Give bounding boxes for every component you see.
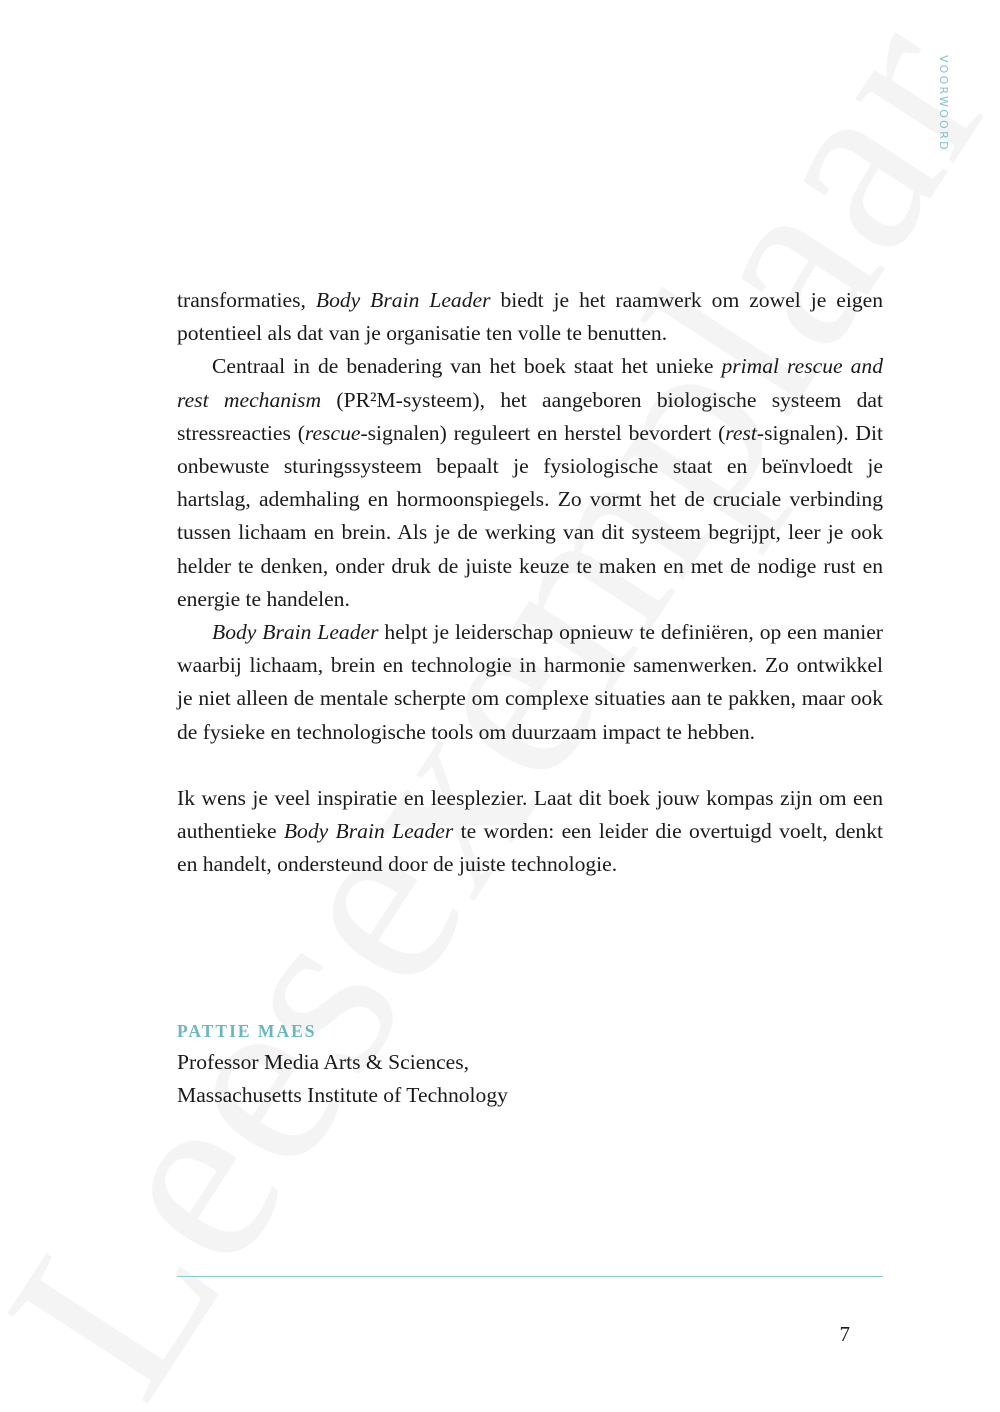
author-title: Professor Media Arts & Sciences, (177, 1050, 470, 1074)
italic-text: rest (725, 420, 757, 445)
text-run: helpt je leiderschap opnieuw te definiëren, op een manier waarbij lichaam, brein en technologie in harmonie samenwerken. Zo ontwikkel je niet alleen de mentale scherpte om complexe situaties aan te pakken, maar ook de fysieke en technologische tools om duurzaam impact te hebben. (177, 620, 883, 744)
text-run: -signalen). Dit onbewuste sturingssysteem bepaalt je fysiologische staat en beïnvloedt je hartslag, ademhaling en hormoonspiegels. Zo vormt het de cruciale verbinding tussen lichaam en brein. Als je de werking van dit systeem begrijpt, leer je ook helder te denken, onder druk de juiste keuze te maken en met de nodige rust en energie te handelen. (177, 420, 884, 611)
text-run: (PR²M-systeem), het aangeboren biologische systeem dat stressreacties ( (177, 387, 883, 445)
text-run: -signalen) reguleert en herstel bevordert ( (360, 420, 726, 445)
section-label-text: VOORWOORD (937, 55, 950, 152)
signature-block (177, 1016, 777, 1112)
author-affiliation: Massachusetts Institute of Technology (177, 1083, 508, 1107)
paragraph (177, 350, 883, 616)
text-run: te worden: een leider die overtuigd voelt, denkt en handelt, ondersteund door de juiste technologie. (177, 819, 884, 877)
text-run: transformaties, (177, 288, 316, 312)
paragraph (177, 284, 883, 350)
paragraph (177, 782, 883, 882)
section-label (930, 55, 970, 170)
body-text (177, 284, 883, 881)
italic-text: Body Brain Leader (315, 288, 491, 312)
italic-text: primal rescue and rest mechanism (177, 354, 883, 412)
page-number: 7 (839, 1322, 850, 1346)
text-run: Ik wens je veel inspiratie en leesplezier. Laat dit boek jouw kompas zijn om een authentieke (177, 785, 883, 844)
italic-text: Body Brain Leader (283, 819, 454, 844)
paragraph (177, 616, 883, 749)
text-run: biedt je het raamwerk om zowel je eigen potentieel als dat van je organisatie ten volle te benutten. (177, 288, 884, 346)
italic-text: rescue (304, 420, 361, 445)
italic-text: Body Brain Leader (212, 620, 379, 645)
text-run: Centraal in de benadering van het boek staat het unieke (212, 354, 722, 379)
footer-rule (177, 1276, 883, 1277)
author-name: PATTIE MAES (177, 1021, 317, 1041)
